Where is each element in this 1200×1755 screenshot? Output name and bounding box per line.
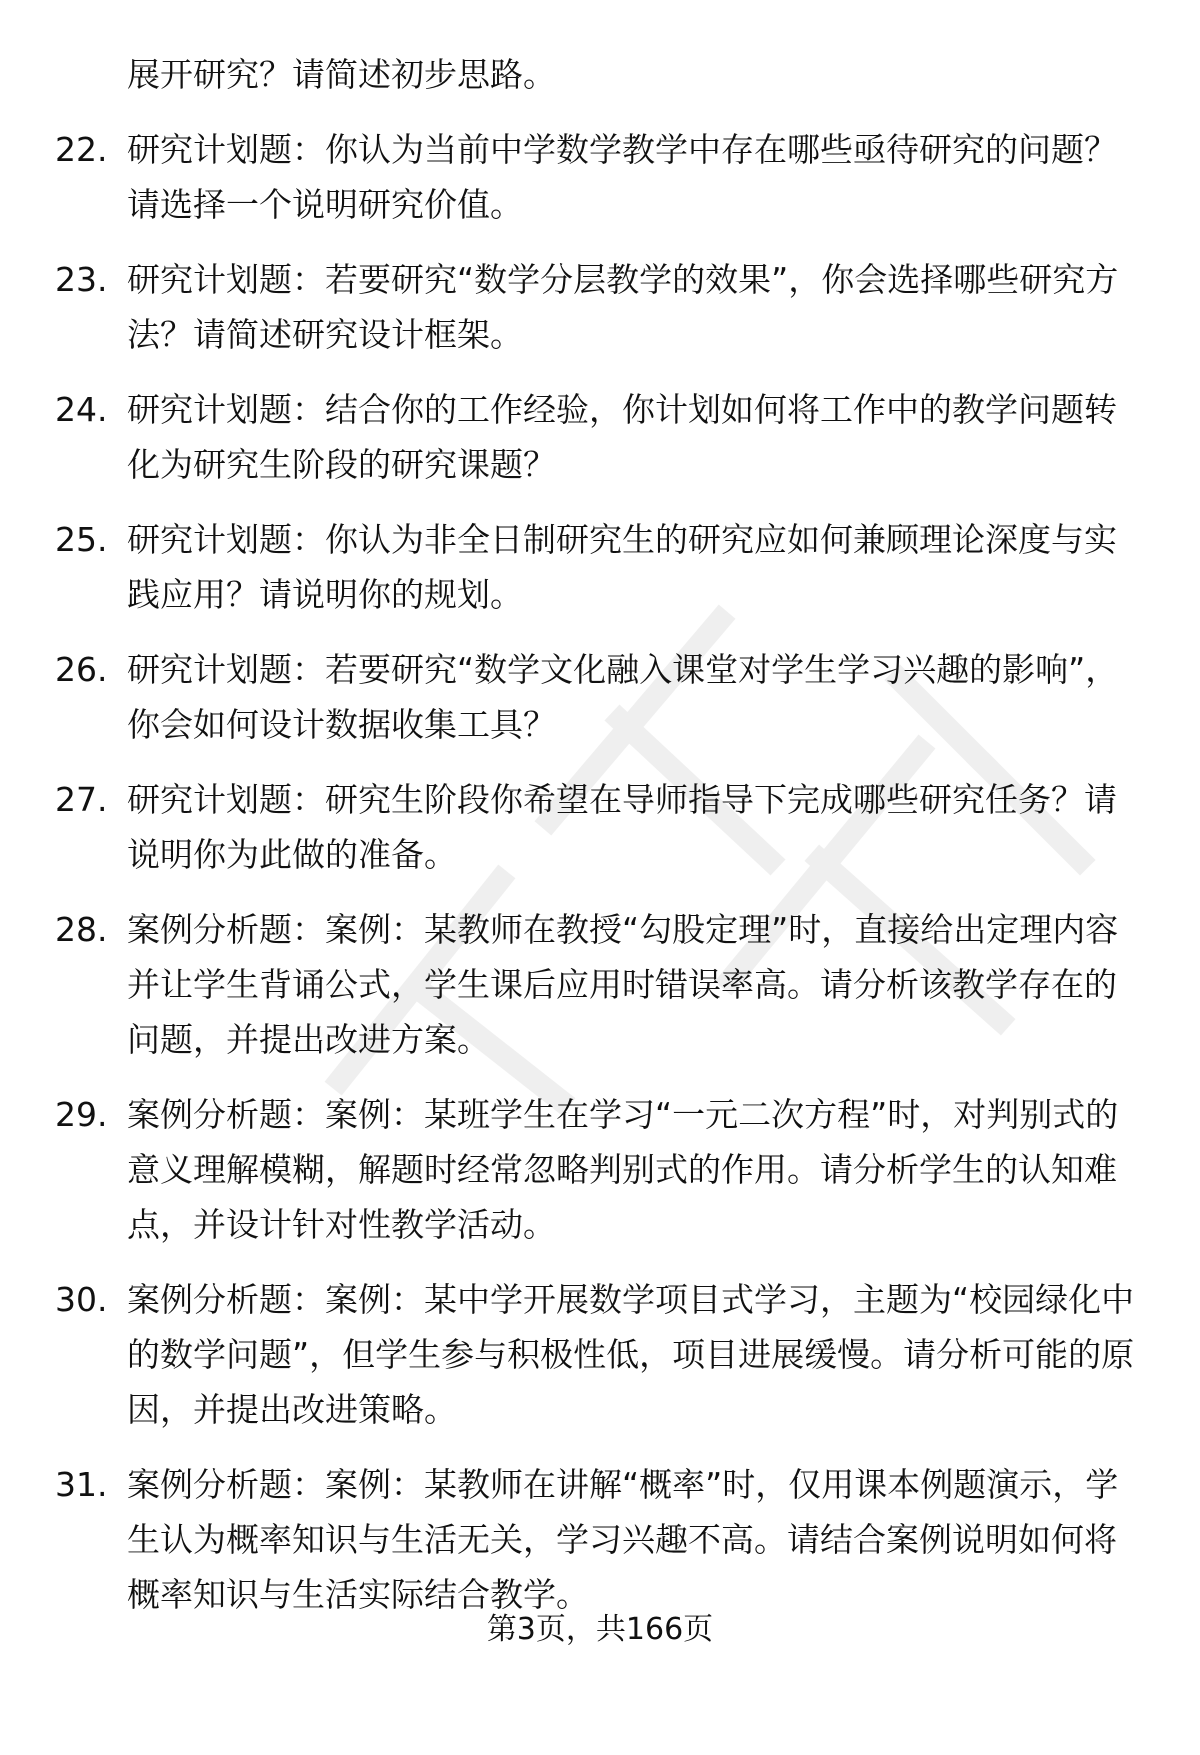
- list-item: [55, 252, 1145, 362]
- item-text: 研究计划题：你认为非全日制研究生的研究应如何兼顾理论深度与实践应用？请说明你的规划。: [127, 520, 1117, 614]
- list-item: [55, 642, 1145, 752]
- item-text: 研究计划题：若要研究“数学文化融入课堂对学生学习兴趣的影响”，你会如何设计数据收集工具？: [127, 650, 1119, 744]
- item-number: 30.: [55, 1280, 108, 1319]
- list-item: [55, 512, 1145, 622]
- item-number: 31.: [55, 1465, 108, 1504]
- item-number: 26.: [55, 650, 108, 689]
- item-number: 28.: [55, 910, 108, 949]
- continued-text: 展开研究？请简述初步思路。: [127, 55, 556, 94]
- item-text: 研究计划题：你认为当前中学数学教学中存在哪些亟待研究的问题？请选择一个说明研究价值。: [127, 130, 1117, 224]
- item-number: 29.: [55, 1095, 108, 1134]
- list-item: [55, 1087, 1145, 1252]
- item-number: 22.: [55, 130, 108, 169]
- list-item: [55, 1457, 1145, 1622]
- item-text: 研究计划题：若要研究“数学分层教学的效果”，你会选择哪些研究方法？请简述研究设计框架。: [127, 260, 1119, 354]
- item-number: 27.: [55, 780, 108, 819]
- list-item: [55, 1272, 1145, 1437]
- list-item: [55, 122, 1145, 232]
- list-item: [55, 382, 1145, 492]
- page-number: 第3页，共166页: [486, 1612, 714, 1647]
- item-text: 研究计划题：结合你的工作经验，你计划如何将工作中的教学问题转化为研究生阶段的研究课题？: [127, 390, 1117, 484]
- item-text: 案例分析题：案例：某班学生在学习“一元二次方程”时，对判别式的意义理解模糊，解题时经常忽略判别式的作用。请分析学生的认知难点，并设计针对性教学活动。: [127, 1095, 1119, 1244]
- question-list: [55, 48, 1145, 1642]
- item-text: 研究计划题：研究生阶段你希望在导师指导下完成哪些研究任务？请说明你为此做的准备。: [127, 780, 1117, 874]
- item-text: 案例分析题：案例：某教师在教授“勾股定理”时，直接给出定理内容并让学生背诵公式，学生课后应用时错误率高。请分析该教学存在的问题，并提出改进方案。: [127, 910, 1119, 1059]
- list-item: [55, 902, 1145, 1067]
- item-text: 案例分析题：案例：某中学开展数学项目式学习，主题为“校园绿化中的数学问题”，但学生参与积极性低，项目进展缓慢。请分析可能的原因，并提出改进策略。: [127, 1280, 1135, 1429]
- list-item: [55, 772, 1145, 882]
- item-number: 23.: [55, 260, 108, 299]
- item-text: 案例分析题：案例：某教师在讲解“概率”时，仅用课本例题演示，学生认为概率知识与生活无关，学习兴趣不高。请结合案例说明如何将概率知识与生活实际结合教学。: [127, 1465, 1119, 1614]
- item-number: 25.: [55, 520, 108, 559]
- item-number: 24.: [55, 390, 108, 429]
